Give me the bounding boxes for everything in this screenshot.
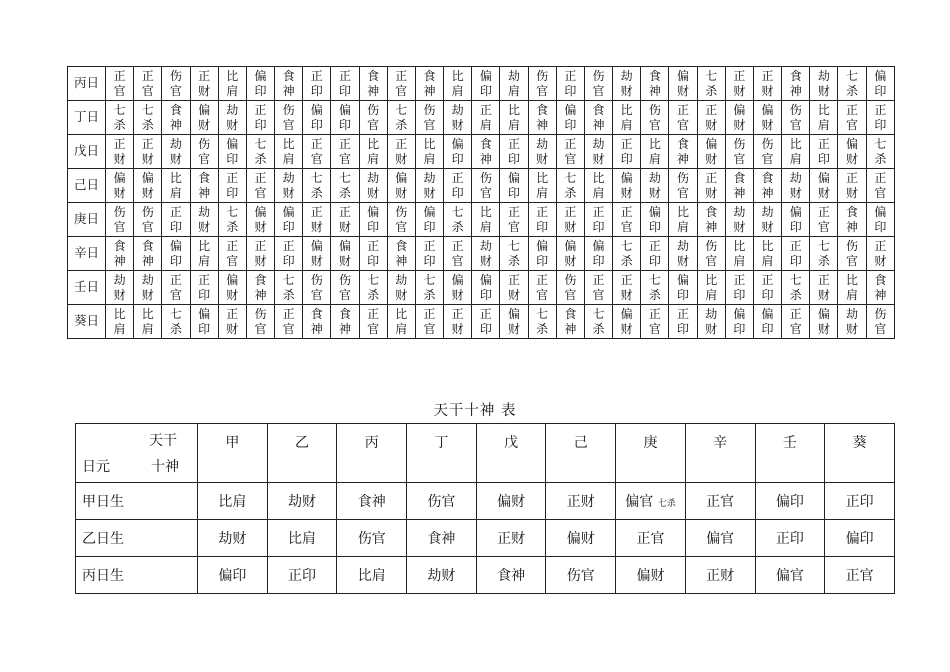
table-cell: 劫财: [407, 557, 477, 594]
table-cell: 正 官: [584, 271, 612, 305]
table-cell: 正 财: [331, 203, 359, 237]
table-cell: 比肩: [267, 520, 337, 557]
table-cell: 比 肩: [415, 135, 443, 169]
table-row: [68, 203, 895, 237]
table-cell: 食 神: [359, 67, 387, 101]
table-cell: 劫 财: [641, 169, 669, 203]
table-cell: 偏 印: [359, 203, 387, 237]
corner-cell: [76, 424, 198, 483]
table-cell: 正 官: [359, 305, 387, 339]
table-cell: 正财: [546, 483, 616, 520]
row-label: 辛日: [68, 237, 106, 271]
table-cell: 偏 财: [444, 271, 472, 305]
table-cell: 偏财: [476, 483, 546, 520]
table-row: [68, 237, 895, 271]
table-cell: 偏 印: [500, 169, 528, 203]
table-cell: 食 神: [697, 203, 725, 237]
table-cell: 正印: [267, 557, 337, 594]
table-cell: 食 神: [753, 169, 781, 203]
table-cell: 正 财: [500, 271, 528, 305]
table-cell: 伤 官: [190, 135, 218, 169]
table-cell: 偏印: [825, 520, 895, 557]
table-cell: 正 官: [528, 271, 556, 305]
lower-table-title: 天干十神 表: [433, 403, 517, 419]
table-cell: 食 神: [134, 237, 162, 271]
table-cell: 劫 财: [528, 135, 556, 169]
table-cell: 比 肩: [528, 169, 556, 203]
table-cell: 偏 财: [500, 305, 528, 339]
table-cell: 正 官: [866, 169, 894, 203]
table-cell: 劫 财: [613, 67, 641, 101]
table-cell: 偏财: [546, 520, 616, 557]
table-cell: 正 印: [584, 203, 612, 237]
table-cell: 偏 财: [218, 271, 246, 305]
table-cell: 偏 印: [866, 203, 894, 237]
table-cell: 食 神: [528, 101, 556, 135]
table-cell: 正 印: [275, 237, 303, 271]
table-cell: 劫 财: [275, 169, 303, 203]
row-label: 己日: [68, 169, 106, 203]
row-label: 庚日: [68, 203, 106, 237]
table-cell: 正 财: [697, 169, 725, 203]
table-cell: 比 肩: [725, 237, 753, 271]
table-cell: 偏 财: [697, 135, 725, 169]
table-cell: 正 印: [331, 67, 359, 101]
table-cell: 正 印: [303, 67, 331, 101]
upper-ten-gods-table: [67, 66, 895, 339]
table-cell: 劫 财: [218, 101, 246, 135]
table-cell: 正 财: [303, 203, 331, 237]
table-cell: 劫财: [267, 483, 337, 520]
table-cell: 七 杀: [134, 101, 162, 135]
table-cell: 七 杀: [500, 237, 528, 271]
table-cell: 劫 财: [106, 271, 134, 305]
table-cell: 正 印: [162, 203, 190, 237]
table-cell: 比 肩: [500, 101, 528, 135]
corner-heavenly-stem-label: 天干: [149, 433, 177, 449]
table-cell: 比 肩: [669, 203, 697, 237]
table-cell: 正 印: [472, 305, 500, 339]
table-cell: 比 肩: [387, 305, 415, 339]
table-cell: 比 肩: [190, 237, 218, 271]
table-cell: 偏 印: [584, 237, 612, 271]
table-cell: 偏官 七杀: [616, 483, 686, 520]
table-cell: 七 杀: [584, 305, 612, 339]
row-label: 壬日: [68, 271, 106, 305]
table-cell: 七 杀: [866, 135, 894, 169]
table-cell: 偏 财: [613, 169, 641, 203]
table-cell: 伤 官: [303, 271, 331, 305]
table-cell: 伤官: [546, 557, 616, 594]
table-row: [68, 271, 895, 305]
table-cell: 比 肩: [697, 271, 725, 305]
table-cell: 食 神: [472, 135, 500, 169]
table-cell: 偏 印: [472, 271, 500, 305]
table-cell: 正 官: [669, 101, 697, 135]
table-cell: 偏 印: [415, 203, 443, 237]
stem-ten-gods-table: [75, 423, 895, 594]
table-cell: 食 神: [246, 271, 274, 305]
table-row: [68, 101, 895, 135]
table-cell: 劫 财: [810, 67, 838, 101]
row-label: 丙日: [68, 67, 106, 101]
table-cell: 正 财: [810, 271, 838, 305]
table-cell: 正 印: [753, 271, 781, 305]
table-cell: 正财: [685, 557, 755, 594]
table-cell: 七 杀: [106, 101, 134, 135]
table-cell: 劫财: [198, 520, 268, 557]
table-cell: 比 肩: [106, 305, 134, 339]
table-cell: 正 官: [444, 237, 472, 271]
table-cell: 食 神: [387, 237, 415, 271]
table-cell: 正 财: [190, 67, 218, 101]
table-cell: 七 杀: [697, 67, 725, 101]
table-cell: 比 肩: [584, 169, 612, 203]
table-cell: 偏 财: [331, 237, 359, 271]
stem-header: 壬: [755, 424, 825, 483]
table-cell: 偏 财: [810, 169, 838, 203]
table-cell: 七 杀: [810, 237, 838, 271]
table-cell: 食神: [337, 483, 407, 520]
table-cell: 七 杀: [218, 203, 246, 237]
table-cell: 比 肩: [162, 169, 190, 203]
table-cell: 偏 财: [669, 67, 697, 101]
stem-header: 丙: [337, 424, 407, 483]
table-cell: 正 财: [613, 271, 641, 305]
table-cell: 食 神: [669, 135, 697, 169]
table-cell: 偏 印: [275, 203, 303, 237]
table-cell: 伤 官: [246, 305, 274, 339]
table-cell: 食 神: [162, 101, 190, 135]
table-cell: 伤 官: [275, 101, 303, 135]
table-cell: 七 杀: [246, 135, 274, 169]
stem-header: 甲: [198, 424, 268, 483]
table-cell: 七 杀: [528, 305, 556, 339]
table-cell: 正 官: [782, 305, 810, 339]
table-cell: 偏 印: [725, 305, 753, 339]
table-cell: 食 神: [866, 271, 894, 305]
table-cell: 偏 财: [246, 203, 274, 237]
table-cell: 劫 财: [472, 237, 500, 271]
table-cell: 偏 印: [162, 237, 190, 271]
stem-header: 丁: [407, 424, 477, 483]
table-cell: 偏 财: [810, 305, 838, 339]
table-cell: 伤官: [407, 483, 477, 520]
table-cell: 偏 印: [556, 101, 584, 135]
table-cell: 正 印: [782, 237, 810, 271]
table-cell: 正 官: [331, 135, 359, 169]
table-cell: 伤 官: [162, 67, 190, 101]
table-cell: 伤 官: [556, 271, 584, 305]
table-cell: 比 肩: [782, 135, 810, 169]
table-cell: 正 财: [556, 203, 584, 237]
table-cell: 正 官: [246, 169, 274, 203]
table-cell: 比 肩: [359, 135, 387, 169]
table-cell: 偏 财: [134, 169, 162, 203]
table-cell: 食 神: [782, 67, 810, 101]
table-cell: 劫 财: [444, 101, 472, 135]
table-cell: 正 官: [810, 203, 838, 237]
table-cell: 七 杀: [162, 305, 190, 339]
table-cell: 正官: [685, 483, 755, 520]
table-cell: 劫 财: [415, 169, 443, 203]
table-cell: 伤 官: [584, 67, 612, 101]
table-cell: 伤 官: [838, 237, 866, 271]
table-cell: 食 神: [303, 305, 331, 339]
table-cell: 七 杀: [359, 271, 387, 305]
table-cell: 比 肩: [444, 67, 472, 101]
table-cell: 食 神: [641, 67, 669, 101]
table-cell: 偏 印: [246, 67, 274, 101]
table-cell: 正 官: [613, 203, 641, 237]
table-cell: 正印: [755, 520, 825, 557]
table-cell: 劫 财: [725, 203, 753, 237]
table-cell: 七 杀: [641, 271, 669, 305]
row-label: 甲日生: [76, 483, 198, 520]
stem-header: 戊: [476, 424, 546, 483]
table-cell: 比 肩: [275, 135, 303, 169]
table-cell: 劫 财: [753, 203, 781, 237]
table-cell: 正 印: [246, 101, 274, 135]
table-cell: 劫 肩: [500, 67, 528, 101]
table-cell: 正 官: [106, 67, 134, 101]
table-cell: 正 肩: [472, 101, 500, 135]
table-row: [76, 557, 895, 594]
table-cell: 正 财: [246, 237, 274, 271]
table-cell: 劫 财: [669, 237, 697, 271]
table-cell: 偏 印: [528, 237, 556, 271]
table-cell: 食 神: [556, 305, 584, 339]
table-row: [68, 67, 895, 101]
table-cell: 正 财: [444, 305, 472, 339]
table-cell: 食 神: [584, 101, 612, 135]
table-cell: 食 神: [415, 67, 443, 101]
table-cell: 比 肩: [218, 67, 246, 101]
table-cell: 偏 印: [782, 203, 810, 237]
table-cell: 食神: [476, 557, 546, 594]
table-cell: 食 神: [331, 305, 359, 339]
table-cell: 七 杀: [838, 67, 866, 101]
table-cell: 伤官: [337, 520, 407, 557]
table-cell: 正印: [825, 483, 895, 520]
table-cell: 正 印: [641, 237, 669, 271]
row-label: 丁日: [68, 101, 106, 135]
table-cell: 偏 印: [331, 101, 359, 135]
table-cell: 正 财: [838, 169, 866, 203]
table-cell: 伤 官: [359, 101, 387, 135]
row-label: 丙日生: [76, 557, 198, 594]
table-cell: 劫 财: [387, 271, 415, 305]
table-cell: 伤 官: [669, 169, 697, 203]
table-cell: 劫 财: [838, 305, 866, 339]
table-cell: 伤 官: [725, 135, 753, 169]
table-cell: 偏官: [685, 520, 755, 557]
table-cell: 正 官: [218, 237, 246, 271]
table-cell: 正 官: [303, 135, 331, 169]
table-cell: 七 杀: [387, 101, 415, 135]
table-cell: 偏官: [755, 557, 825, 594]
table-cell: 七 杀: [613, 237, 641, 271]
table-cell: 七 杀: [556, 169, 584, 203]
table-cell: 正 印: [190, 271, 218, 305]
table-cell: 正 印: [444, 169, 472, 203]
table-cell: 伤 官: [331, 271, 359, 305]
table-cell: 伤 官: [866, 305, 894, 339]
table-cell: 正 官: [556, 135, 584, 169]
table-cell: 偏 财: [106, 169, 134, 203]
table-cell: 偏财: [616, 557, 686, 594]
stem-header: 葵: [825, 424, 895, 483]
table-cell: 正 印: [528, 203, 556, 237]
table-cell: 比 肩: [753, 237, 781, 271]
table-cell: 正 官: [134, 67, 162, 101]
corner-ten-gods-label: 十神: [151, 459, 179, 475]
table-cell: 偏 印: [190, 305, 218, 339]
table-cell: 正财: [476, 520, 546, 557]
table-row: [76, 483, 895, 520]
row-label: 乙日生: [76, 520, 198, 557]
table-cell: 偏 财: [303, 237, 331, 271]
table-cell: 偏 财: [753, 101, 781, 135]
table-cell: 正 印: [866, 101, 894, 135]
table-cell: 正 官: [387, 67, 415, 101]
row-label: 葵日: [68, 305, 106, 339]
table-cell: 食 神: [838, 203, 866, 237]
table-cell: 伤 官: [641, 101, 669, 135]
table-cell: 正 印: [725, 271, 753, 305]
table-row: [68, 169, 895, 203]
table-cell: 比 肩: [472, 203, 500, 237]
stem-header: 乙: [267, 424, 337, 483]
table-cell: 劫 财: [359, 169, 387, 203]
header-row: [76, 424, 895, 483]
table-cell: 正 财: [697, 101, 725, 135]
table-cell: 七 杀: [444, 203, 472, 237]
table-cell: 正 官: [641, 305, 669, 339]
table-cell: 正 官: [500, 203, 528, 237]
table-cell: 偏 印: [472, 67, 500, 101]
table-cell: 伤 官: [528, 67, 556, 101]
table-cell: 偏 财: [838, 135, 866, 169]
table-cell: 正 财: [218, 305, 246, 339]
table-cell: 偏印: [755, 483, 825, 520]
table-cell: 偏印: [198, 557, 268, 594]
table-cell: 比 肩: [613, 101, 641, 135]
table-cell: 食 神: [275, 67, 303, 101]
table-cell: 食 神: [106, 237, 134, 271]
corner-day-master-label: 日元: [82, 459, 110, 475]
table-cell: 正 官: [162, 271, 190, 305]
table-cell: 偏 财: [556, 237, 584, 271]
table-cell: 伤 官: [697, 237, 725, 271]
table-row: [76, 520, 895, 557]
table-cell: 正 印: [810, 135, 838, 169]
table-cell: 正 财: [866, 237, 894, 271]
table-cell: 正 印: [500, 135, 528, 169]
table-cell: 伤 官: [106, 203, 134, 237]
table-cell: 伤 官: [387, 203, 415, 237]
table-cell: 正 印: [359, 237, 387, 271]
table-cell: 劫 财: [134, 271, 162, 305]
table-cell: 劫 财: [190, 203, 218, 237]
stem-header: 辛: [685, 424, 755, 483]
table-cell: 劫 财: [162, 135, 190, 169]
table-cell: 劫 财: [584, 135, 612, 169]
table-cell: 偏 印: [753, 305, 781, 339]
table-cell: 七 杀: [303, 169, 331, 203]
table-cell: 正官: [616, 520, 686, 557]
table-cell: 伤 官: [415, 101, 443, 135]
table-cell: 比 肩: [838, 271, 866, 305]
table-row: [68, 305, 895, 339]
stem-header: 己: [546, 424, 616, 483]
table-cell: 正 印: [669, 305, 697, 339]
table-row: [68, 135, 895, 169]
table-cell: 七 杀: [782, 271, 810, 305]
table-cell: 比 肩: [810, 101, 838, 135]
table-cell: 正 印: [415, 237, 443, 271]
table-cell: 伤 官: [753, 135, 781, 169]
row-label: 戊日: [68, 135, 106, 169]
table-cell: 偏 财: [190, 101, 218, 135]
table-cell: 伤 官: [134, 203, 162, 237]
table-cell: 正 财: [753, 67, 781, 101]
table-cell: 正 官: [838, 101, 866, 135]
table-cell: 劫 财: [697, 305, 725, 339]
table-cell: 正 印: [218, 169, 246, 203]
table-cell: 偏 印: [303, 101, 331, 135]
table-cell: 七 杀: [275, 271, 303, 305]
table-cell: 七 杀: [331, 169, 359, 203]
table-cell: 七 杀: [415, 271, 443, 305]
table-cell: 比肩: [337, 557, 407, 594]
table-cell: 食神: [407, 520, 477, 557]
table-cell: 偏 财: [725, 101, 753, 135]
table-cell: 正 官: [415, 305, 443, 339]
table-cell: 食 神: [190, 169, 218, 203]
table-cell: 偏 印: [866, 67, 894, 101]
table-cell: 劫 财: [782, 169, 810, 203]
table-cell: 正 印: [556, 67, 584, 101]
table-cell: 正 财: [134, 135, 162, 169]
table-cell: 偏 印: [444, 135, 472, 169]
qisha-note: 七杀: [657, 499, 676, 509]
table-cell: 正 财: [725, 67, 753, 101]
table-cell: 比肩: [198, 483, 268, 520]
table-cell: 伤 官: [782, 101, 810, 135]
table-cell: 偏 印: [218, 135, 246, 169]
table-cell: 偏 财: [613, 305, 641, 339]
stem-header: 庚: [616, 424, 686, 483]
table-cell: 正 印: [613, 135, 641, 169]
table-cell: 伤 官: [472, 169, 500, 203]
table-cell: 比 肩: [641, 135, 669, 169]
table-cell: 比 肩: [134, 305, 162, 339]
table-cell: 正官: [825, 557, 895, 594]
table-cell: 正 财: [387, 135, 415, 169]
table-cell: 正 官: [275, 305, 303, 339]
table-cell: 偏 财: [387, 169, 415, 203]
table-cell: 正 财: [106, 135, 134, 169]
table-cell: 食 神: [725, 169, 753, 203]
table-cell: 偏 印: [641, 203, 669, 237]
table-cell: 偏 印: [669, 271, 697, 305]
